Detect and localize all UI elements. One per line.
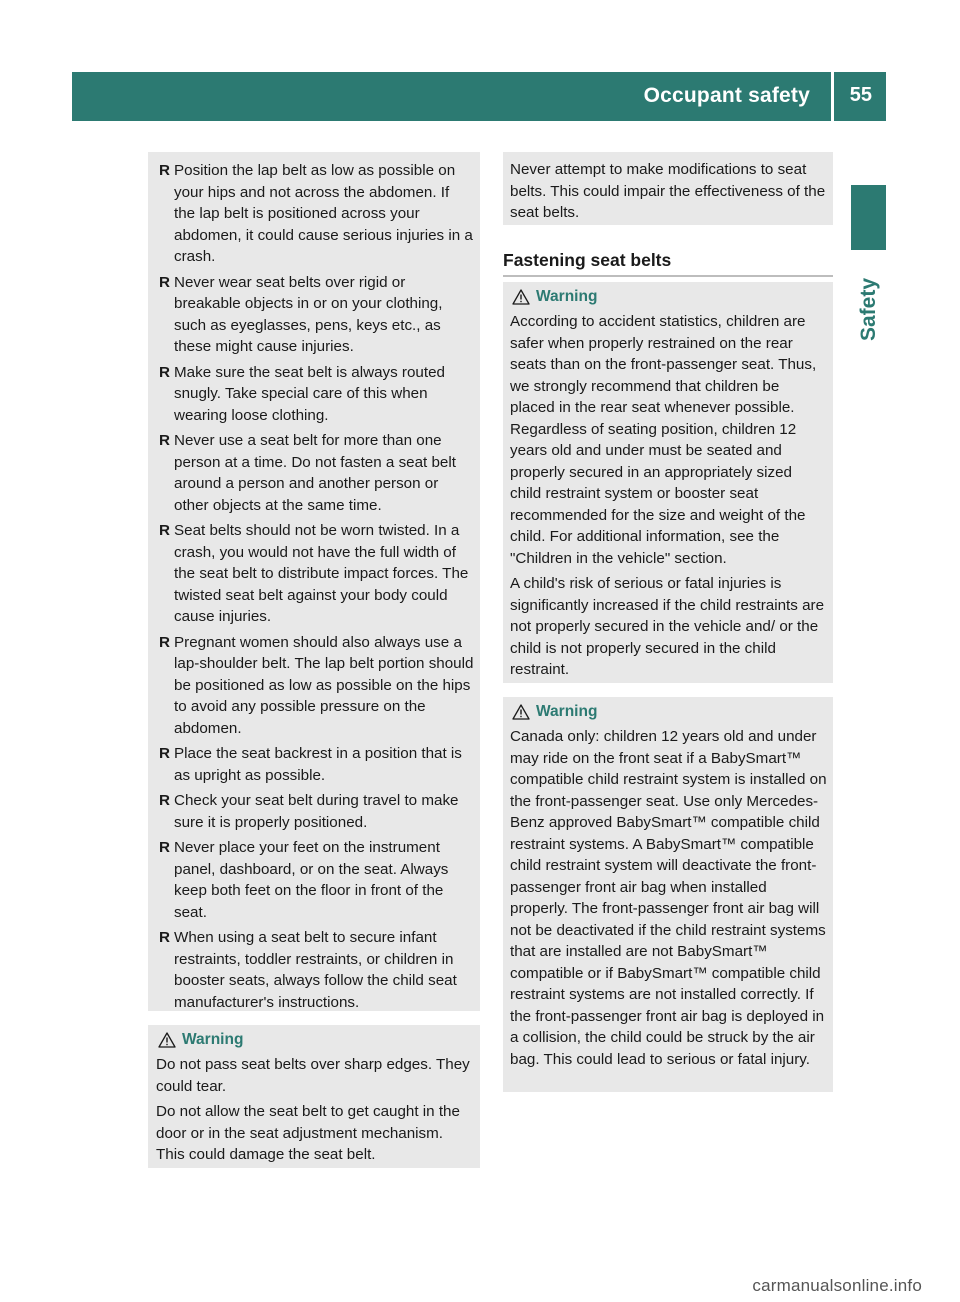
right-warning-box-1 [503,282,833,683]
warning-title: Warning [536,703,598,720]
bullet-item [157,743,474,786]
bullet-item [157,790,474,833]
bullet-marker: R [159,929,170,946]
bullet-item [157,632,474,740]
bullet-text: Position the lap belt as low as possible on your hips and not across the abdomen. If the lap belt is positioned across your abdomen, it could cause serious injuries in a crash. [174,162,473,265]
bullet-marker: R [159,633,170,651]
bullet-text: Check your seat belt during travel to make sure it is properly positioned. [174,792,459,831]
bullet-marker: R [159,839,170,856]
page-header [72,72,886,121]
warning-title: Warning [182,1031,244,1048]
bullet-text: Never wear seat belts over rigid or breakable objects in or on your clothing, such as eyeglasses, pens, keys etc., as these might cause injuries. [174,273,443,355]
bullet-marker: R [159,745,170,762]
warning-title: Warning [536,288,598,305]
warning-header [510,286,827,308]
bullet-text: Never place your feet on the instrument panel, dashboard, or on the seat. Always keep both feet on the floor in front of the seat. [174,839,449,921]
warning-triangle-icon [512,289,530,305]
bullet-item [157,837,474,923]
left-warning-box [148,1025,480,1168]
bullet-text: Never use a seat belt for more than one person at a time. Do not fasten a seat belt around a person and another person or other objects at the same time. [174,432,456,514]
warning-triangle-icon [512,704,530,720]
bullet-list [157,160,474,1013]
bullet-marker: R [159,522,170,539]
warning-triangle-icon [158,1032,176,1048]
right-note-box [503,152,833,225]
header-divider [831,72,834,121]
bullet-marker: R [159,162,170,179]
warning-paragraph: A child's risk of serious or fatal injuries is significantly increased if the child restraints are not properly secured in the vehicle and/ or the child is not properly secured in the child restraint. [510,575,825,678]
bullet-item [157,520,474,628]
warning-paragraph: Do not allow the seat belt to get caught in the door or in the seat adjustment mechanism. This could damage the seat belt. [156,1103,460,1163]
bullet-marker: R [159,792,170,809]
warning-header [156,1029,474,1051]
side-tab-marker [851,185,886,250]
bullet-text: Make sure the seat belt is always routed snugly. Take special care of this when wearing loose clothing. [174,363,445,424]
note-text: Never attempt to make modifications to seat belts. This could impair the effectiveness of the seat belts. [510,161,826,221]
watermark[interactable]: carmanualsonline.info [752,1276,922,1295]
warning-paragraph: According to accident statistics, children are safer when properly restrained on the rear seats than on the front-passenger seat. Thus, we strongly recommend that children be placed in the rear seat whenever possible. Regardless of seating position, children 12 years old and under must be seated and properly secured in an appropriately sized child restraint system or booster seat recommended for the size and weight of the child. For additional information, see the "Children in the vehicle" section. [510,313,817,567]
bullet-text: Pregnant women should also always use a lap-shoulder belt. The lap belt portion should be positioned as low as possible on the hips to avoid any possible pressure on the abdomen. [174,633,474,737]
bullet-item [157,272,474,358]
bullet-item [157,362,474,427]
bullet-item [157,160,474,268]
header-title: Occupant safety [643,84,810,107]
side-tab [851,251,886,341]
left-bullet-box [148,152,480,1011]
warning-paragraph: Do not pass seat belts over sharp edges. They could tear. [156,1056,470,1095]
bullet-marker: R [159,363,170,381]
warning-header [510,701,827,723]
side-tab-label: Safety [857,277,880,341]
bullet-marker: R [159,273,170,291]
right-warning-box-2 [503,697,833,1092]
bullet-marker: R [159,432,170,449]
bullet-text: When using a seat belt to secure infant restraints, toddler restraints, or children in booster seats, always follow the child seat manufacturer's instructions. [174,929,457,1011]
page-number: 55 [849,84,872,106]
warning-paragraph: Canada only: children 12 years old and under may ride on the front seat if a BabySmart™ compatible child restraint system is installed on the front-passenger seat. Use only Mercedes-Benz approved BabySmart™ compatible child restraint systems. A BabySmart™ compatible child restraint system will deactivate the front-passenger front air bag when installed properly. The front-passenger front air bag will not be deactivated if the child restraint systems that are installed are not BabySmart™ compatible or if BabySmart™ compatible child restraint systems are not installed correctly. If the front-passenger front air bag is deployed in a collision, the child could be struck by the air bag. This could lead to serious or fatal injury. [510,728,827,1068]
section-heading: Fastening seat belts [503,249,833,277]
bullet-text: Seat belts should not be worn twisted. In a crash, you would not have the full width of the seat belt to distribute impact forces. The twisted seat belt against your body could cause injuries. [174,522,469,625]
bullet-item [157,430,474,516]
bullet-text: Place the seat backrest in a position that is as upright as possible. [174,745,462,784]
bullet-item [157,927,474,1013]
